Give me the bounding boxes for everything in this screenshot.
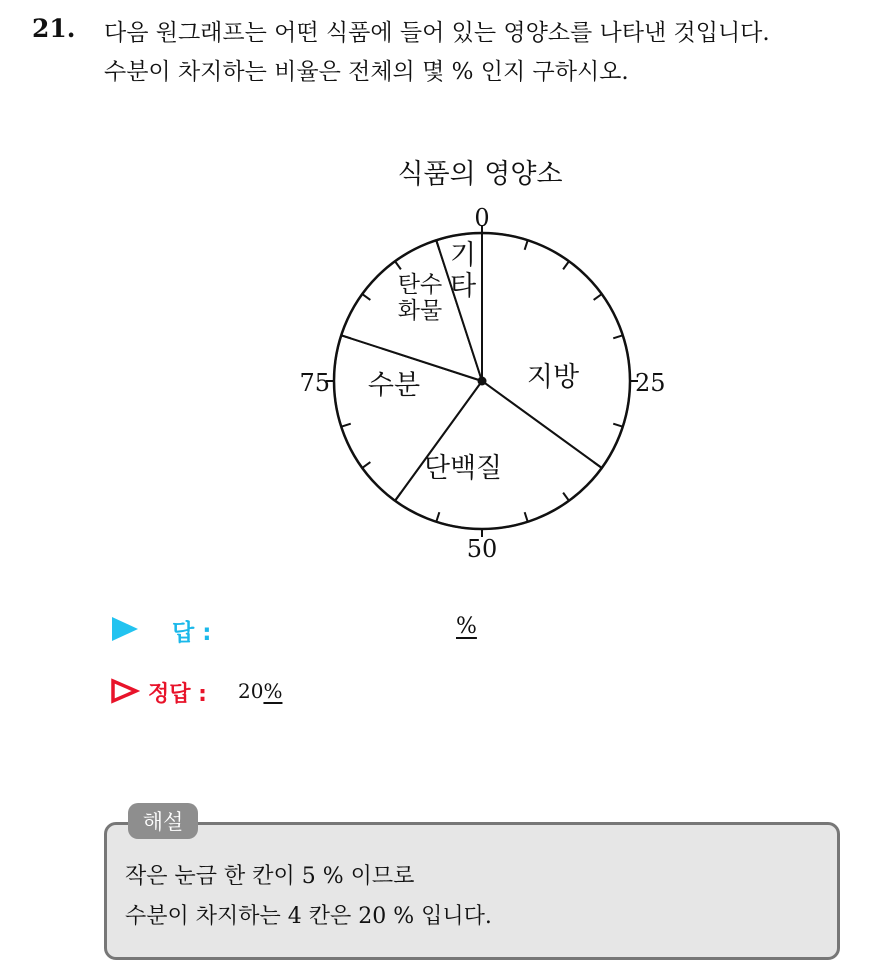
chart-title: 식품의 영양소 xyxy=(397,159,563,190)
slice-label-1: 단백질 xyxy=(423,453,503,484)
answer-marker-icon xyxy=(112,617,138,641)
slice-label-2: 수분 xyxy=(367,370,421,401)
question-number: 21. xyxy=(32,14,76,43)
scale-label-25: 25 xyxy=(635,369,666,397)
correct-answer-value: 20 xyxy=(238,679,264,703)
slice-label-3: 화물 xyxy=(397,298,443,324)
question-text-line2: 수분이 차지하는 비율은 전체의 몇 % 인지 구하시오. xyxy=(104,59,629,85)
correct-answer-label: 정답 : xyxy=(148,682,207,707)
correct-marker-icon xyxy=(110,678,140,704)
slice-label-4: 타 xyxy=(449,271,477,302)
scale-label-50: 50 xyxy=(466,535,498,563)
slice-label-3: 탄수 xyxy=(397,272,443,298)
question-text-line1: 다음 원그래프는 어떤 식품에 들어 있는 영양소를 나타낸 것입니다. xyxy=(104,20,770,46)
answer-label: 답 : xyxy=(172,620,212,646)
scale-label-75: 75 xyxy=(299,369,330,397)
slice-label-0: 지방 xyxy=(526,362,580,393)
correct-answer xyxy=(238,679,282,703)
explanation-box xyxy=(104,822,840,960)
scale-label-0: 0 xyxy=(474,204,490,232)
pie-center-dot xyxy=(478,377,487,386)
explanation-line2: 수분이 차지하는 4 칸은 20 % 입니다. xyxy=(125,904,492,929)
correct-answer-unit: % xyxy=(263,679,283,703)
explanation-tab: 해설 xyxy=(128,803,198,839)
slice-label-4: 기 xyxy=(449,240,477,271)
explanation-line1: 작은 눈금 한 칸이 5 % 이므로 xyxy=(125,864,415,889)
answer-unit: % xyxy=(456,614,477,639)
